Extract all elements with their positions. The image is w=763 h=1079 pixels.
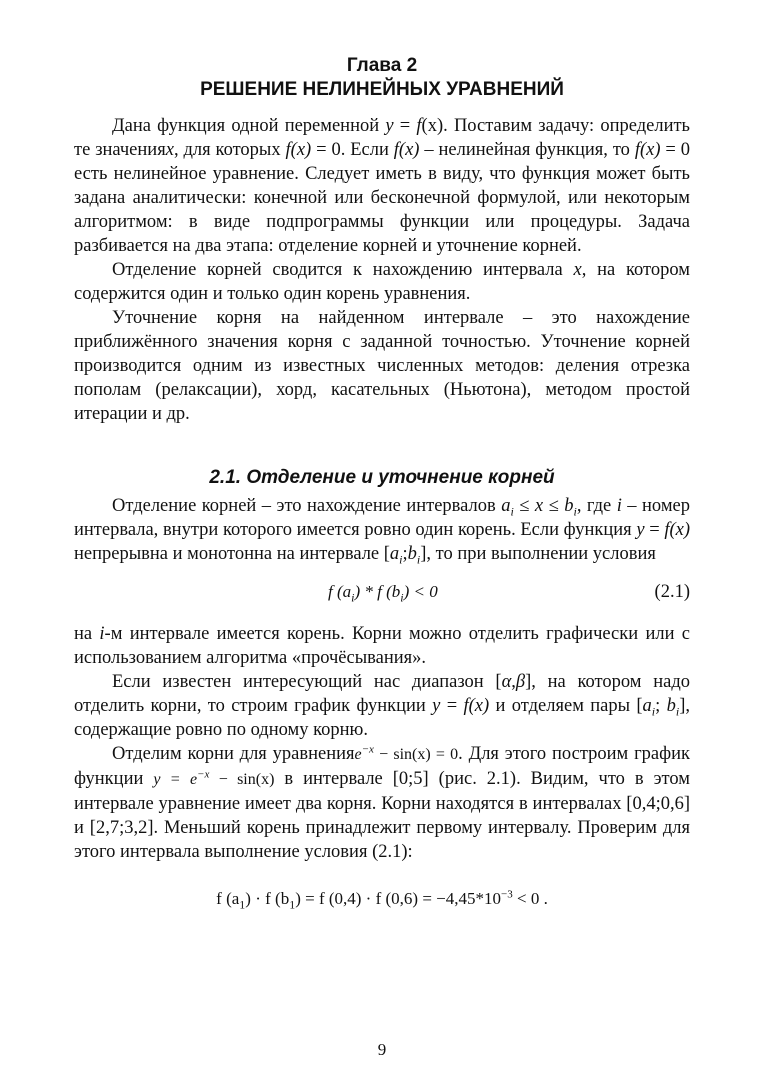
inline-equation-1: $e^{-x} - \sin(x) = 0$: [354, 743, 459, 763]
section-title: 2.1. Отделение и уточнение корней: [209, 467, 555, 488]
section-paragraph-2: на i-м интервале имеется корень. Корни можно отделить графически или с использованием алгоритма «прочёсывания».: [74, 624, 690, 668]
section-paragraph-1: Отделение корней – это нахождение интервалов $a_i \le x \le b_i$, где i – номер интервала, внутри которого имеется ровно один корень. Если функция y = f(x) непрерывна и монотонна на интервале $[a_i;b_i]$, то при выполнении условия: [74, 496, 690, 567]
chapter-title: РЕШЕНИЕ НЕЛИНЕЙНЫХ УРАВНЕНИЙ: [200, 79, 564, 100]
chapter-number: Глава 2: [346, 55, 418, 76]
section-paragraph-4: Отделим корни для уравненияe$^{-x}$ − sin(x) = 0. Для этого построим график функции $y = e^{-x} - \sin(x)$ в интервале [0;5] (рис. 2.1). Видим, что в этом интервале уравнение имеет два корня. Корни находятся в интервалах [0,4;0,6] и [2,7;3,2]. Меньший корень принадлежит первому интервалу. Проверим для этого интервала выполнение условия (2.1):: [74, 743, 691, 862]
page-number: 9: [377, 1040, 387, 1059]
intro-paragraph-1: Дана функция одной переменной y = f(x). Поставим задачу: определить те значенияx, для которых f(x) = 0. Если f(x) – нелинейная функция, то f(x) = 0 есть нелинейное уравнение. Следует иметь в виду, что функция может быть задана аналитически: конечной или бесконечной формулой, или некоторым алгоритмом: в виде подпрограммы функции или процедуры. Задача разбивается на два этапа: отделение корней и уточнение корней.: [74, 116, 690, 256]
intro-paragraph-3: Уточнение корня на найденном интервале – это нахождение приближённого значения корня с заданной точностью. Уточнение корней производится одним из известных численных методов: деления отрезка пополам (релаксации), хорд, касательных (Ньютона), методом простой итерации и др.: [74, 308, 690, 424]
formula-check: f $(a_1) \cdot f$ $(b_1) = f$ (0,4) · f $(0,6) = -4,45*10^{-3} < 0$ .: [216, 888, 548, 912]
inline-equation-2: $y = e^{-x} - \sin(x)$: [153, 768, 275, 788]
section-paragraph-3: Если известен интересующий нас диапазон [α,β], на котором надо отделить корни, то строим график функции y = f(x) и отделяем пары [$a_i$; $b_i$], содержащие ровно по одному корню.: [74, 672, 690, 740]
formula-2-1: [74, 576, 690, 612]
formula-2-1-expression: f $(a_i)$ * f $(b_i) < 0$: [328, 582, 438, 605]
intro-paragraph-2: Отделение корней сводится к нахождению интервала x, на котором содержится один и только один корень уравнения.: [74, 260, 690, 304]
equation-number: (2.1): [654, 582, 690, 602]
document-page: [74, 50, 690, 1060]
